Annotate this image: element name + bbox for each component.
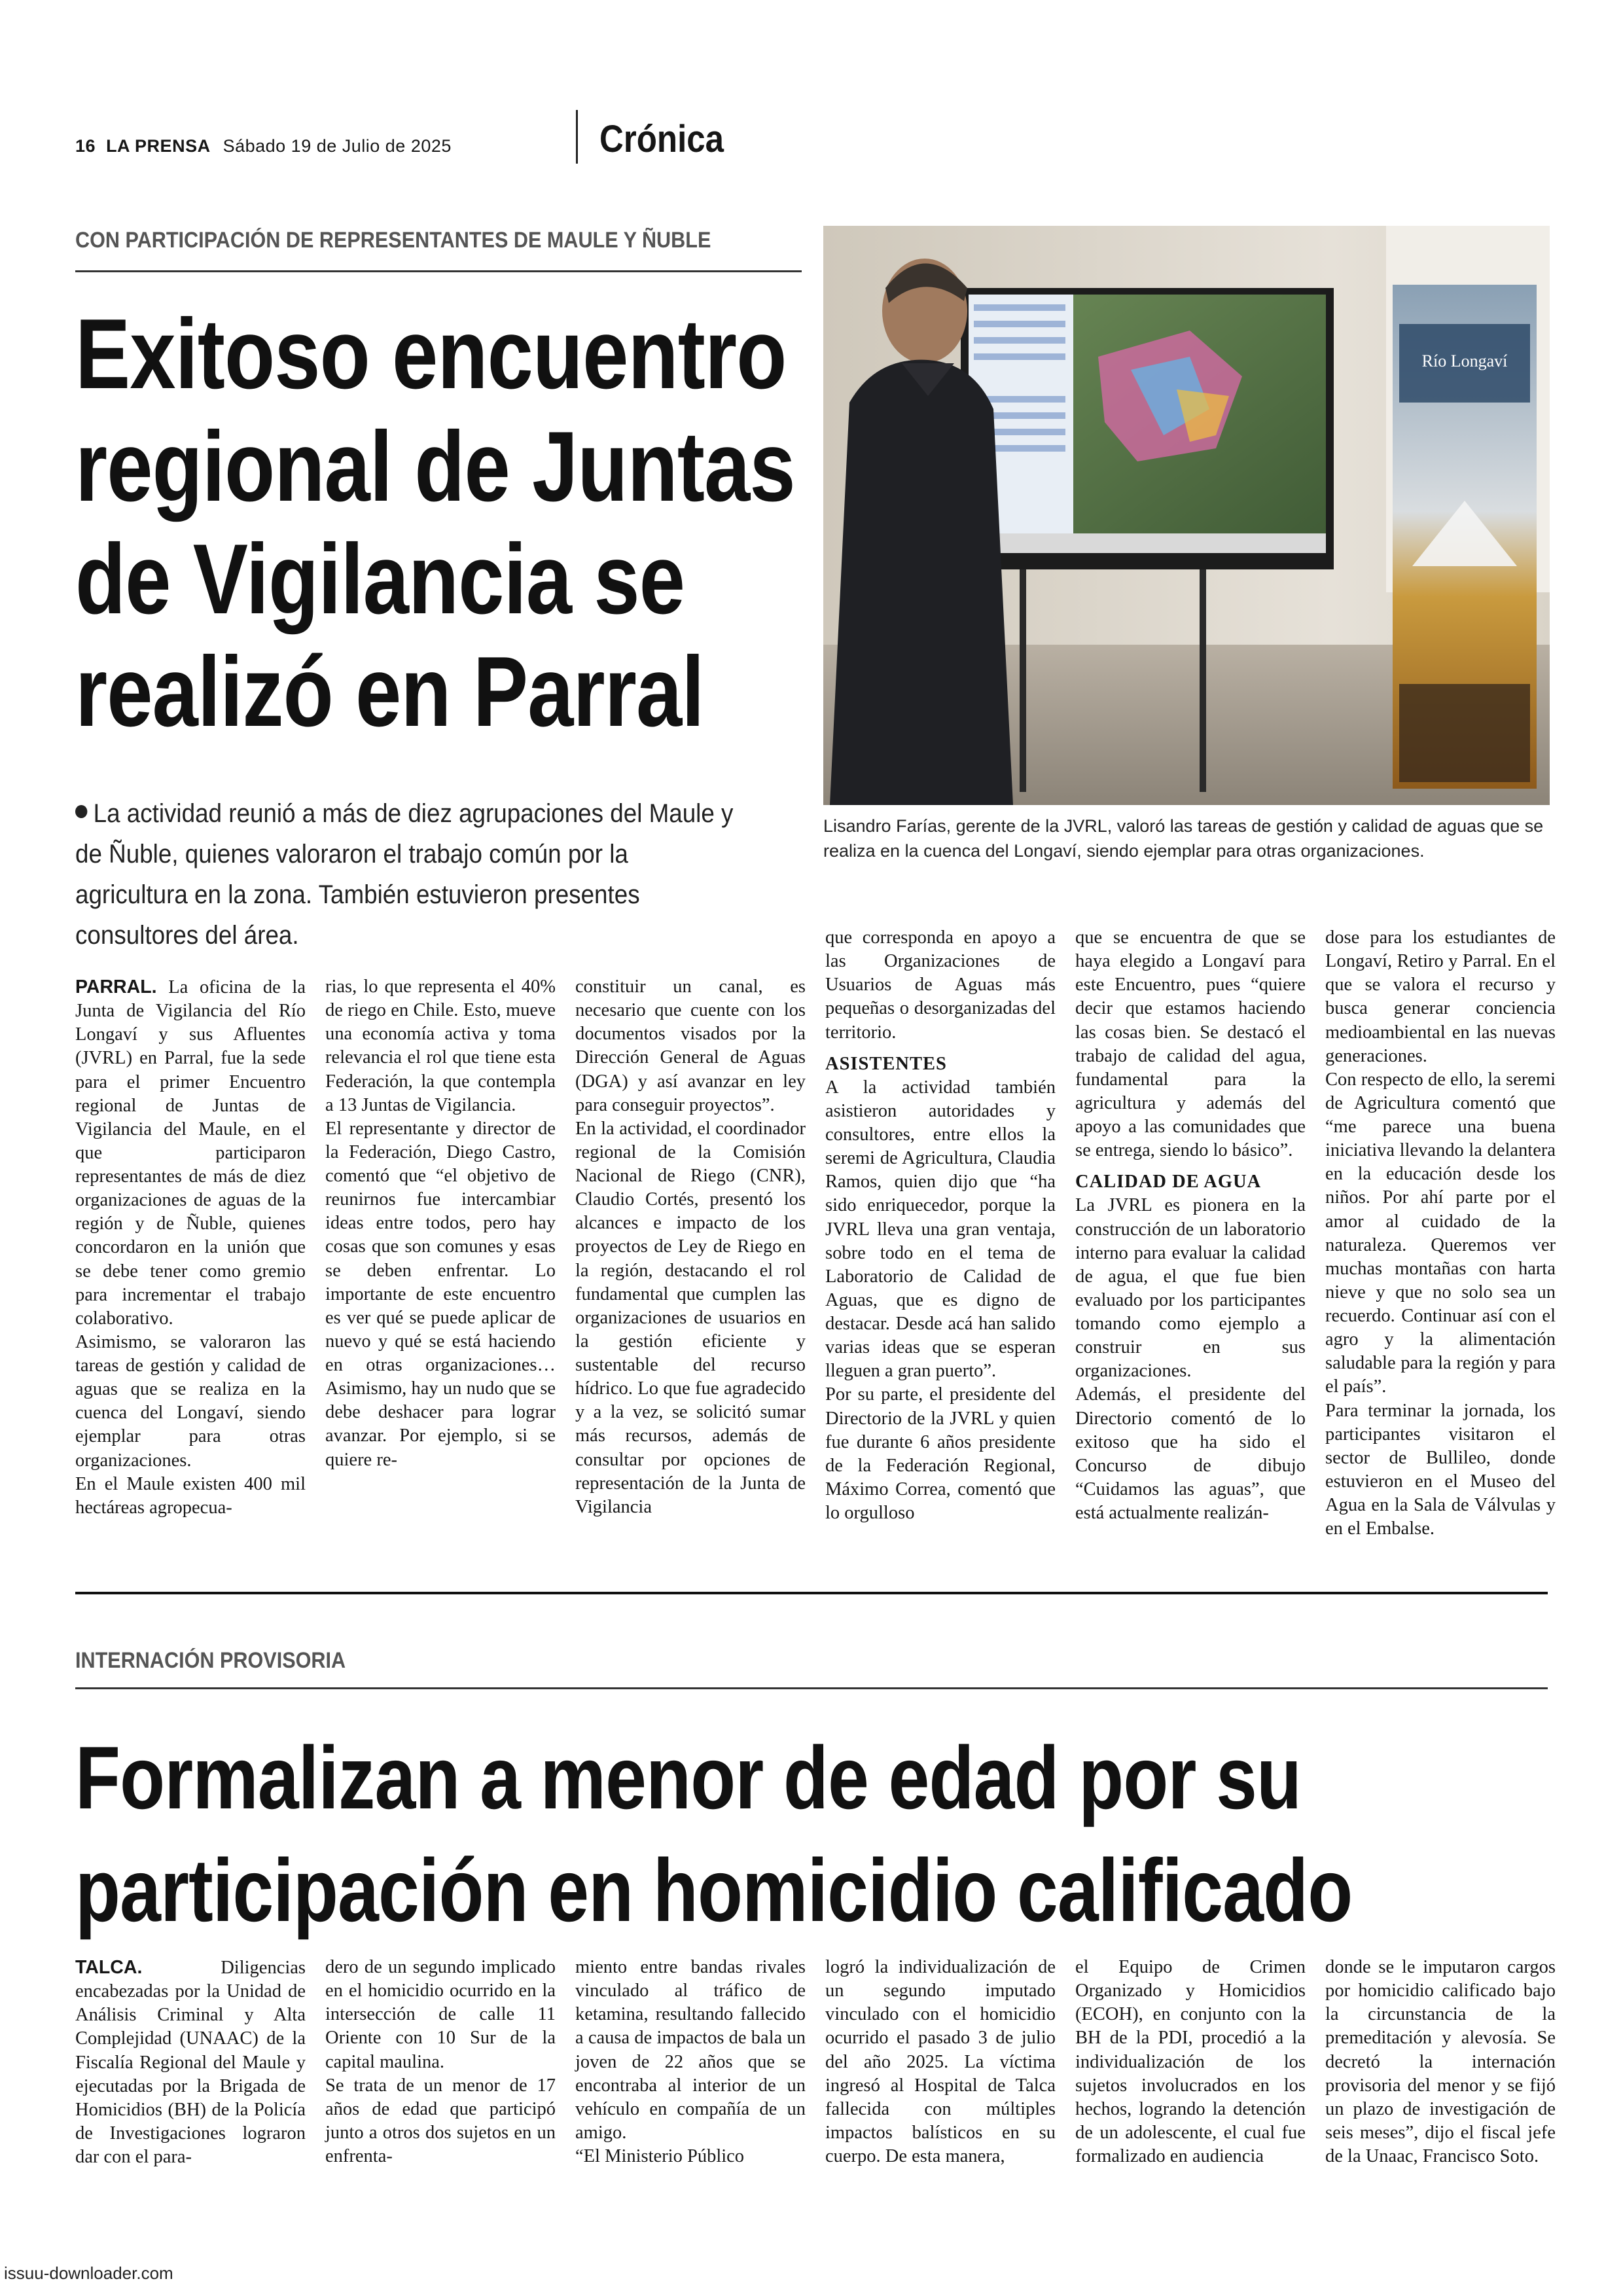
paragraph: A la actividad también asistieron autoridades y consultores, entre ellos la seremi de Agricultura, Claudia Ramos, quien dijo que “ha sido enriquecedor, porque la JVRL lleva una gran ventaja, sobre todo en el tema de Laboratorio de Calidad de Aguas, que es digno de destacar. Desde acá han salido varias ideas que se esperan lleguen a gran puerto”. — [825, 1077, 1056, 1382]
paragraph: La oficina de la Junta de Vigilancia del Río Longaví y sus Afluentes (JVRL) en Parral, fue la sede para el primer Encuentro regional de Juntas de Vigilancia del Maule, en el que participaron representantes de más de diez organizaciones de aguas de la región y de Ñuble, quienes concordaron en la unión que se debe tener como gremio para incrementar el trabajo colaborativo. — [75, 977, 306, 1329]
article2-column-6 — [1325, 1956, 1556, 2168]
issue-date: Sábado 19 de Julio de 2025 — [223, 136, 452, 156]
headline-line: realizó en Parral — [75, 636, 704, 747]
article2-column-5 — [1075, 1956, 1306, 2168]
paragraph: Por su parte, el presidente del Directorio de la JVRL y quien fue durante 6 años presidente de la Federación Regional, Máximo Correa, comentó que lo orgulloso — [825, 1384, 1056, 1523]
article2-kicker: INTERNACIÓN PROVISORIA — [75, 1648, 346, 1673]
article-divider — [75, 1592, 1548, 1594]
paragraph: Se trata de un menor de 17 años de edad que participó junto a otros dos sujetos en un enfrenta- — [325, 2075, 556, 2166]
headline-line: Exitoso encuentro — [75, 298, 787, 410]
summary-text: La actividad reunió a más de diez agrupaciones del Maule y de Ñuble, quienes valoraron el trabajo común por la agricultura en la zona. También estuvieron presentes consultores del área. — [75, 799, 734, 950]
article1-summary — [75, 793, 743, 956]
article2-headline — [75, 1721, 1352, 1946]
paragraph: Además, el presidente del Directorio comentó de lo exitoso que ha sido el Concurso de dibujo “Cuidamos las aguas”, que está actualmente realizán- — [1075, 1384, 1306, 1523]
dateline: TALCA. — [75, 1957, 143, 1978]
article1-column-1 — [75, 975, 306, 1520]
paragraph: logró la individualización de un segundo imputado vinculado con el homicidio ocurrido el pasado 3 de julio del año 2025. La víctima ingresó al Hospital de Talca fallecida con múltiples impactos balísticos en su cuerpo. De esta manera, — [825, 1957, 1056, 2166]
paragraph: El representante y director de la Federación, Diego Castro, comentó que “el objetivo de reunirnos fue intercambiar ideas entre todos, pero hay cosas que son comunes y esas se deben enfrentar. Lo importante de este encuentro es ver qué se puede aplicar de nuevo y qué se está haciendo en otras organizaciones… Asimismo, hay un nudo que se debe deshacer para lograr avanzar. Por ejemplo, si se quiere re- — [325, 1118, 556, 1470]
paragraph: Con respecto de ello, la seremi de Agricultura comentó que “me parece una buena iniciativa llevando la delantera en la educación desde los niños. Por ahí parte por el amor al cuidado de la naturaleza. Queremos ver muchas montañas con harta nieve y que no solo sea un recuerdo. Continuar así con el agro y la alimentación saludable para la región y para el país”. — [1325, 1069, 1556, 1397]
article2-column-3 — [575, 1956, 806, 2168]
page-header — [75, 137, 452, 155]
article1-kicker-rule — [75, 270, 802, 272]
paragraph: Para terminar la jornada, los participantes visitaron el sector de Bullileo, donde estuvieron en el Museo del Agua en la Sala de Válvulas y en el Embalse. — [1325, 1400, 1556, 1539]
photo-illustration — [823, 226, 1550, 805]
article2-kicker-rule — [75, 1687, 1548, 1689]
article1-column-4 — [825, 926, 1056, 1525]
photo-caption: Lisandro Farías, gerente de la JVRL, valoró las tareas de gestión y calidad de aguas que se realiza en la cuenca del Longaví, siendo ejemplar para otras organizaciones. — [823, 816, 1544, 861]
article1-column-3 — [575, 975, 806, 1519]
watermark: issuu-downloader.com — [4, 2263, 173, 2283]
paragraph: “El Ministerio Público — [575, 2146, 745, 2166]
subheading: CALIDAD DE AGUA — [1075, 1172, 1262, 1193]
page-number: 16 — [75, 136, 96, 156]
paragraph: La JVRL es pionera en la construcción de un laboratorio interno para evaluar la calidad de agua, el que fue bien evaluado por los participantes tomando como ejemplo a construir en sus organizaciones. — [1075, 1195, 1306, 1382]
paragraph: dose para los estudiantes de Longaví, Retiro y Parral. En el que se valora el recurso y busca generar conciencia medioambiental en las nuevas generaciones. — [1325, 927, 1556, 1066]
headline-line: participación en homicidio calificado — [75, 1840, 1353, 1940]
article1-column-6 — [1325, 926, 1556, 1541]
paragraph: Asimismo, se valoraron las tareas de gestión y calidad de aguas que se realiza en la cuenca del Longaví, siendo ejemplar para otras organizaciones. — [75, 1331, 306, 1471]
paragraph: donde se le imputaron cargos por homicidio calificado bajo la circunstancia de la premeditación y alevosía. Se decretó la internación provisoria del menor y se fijó un plazo de investigación de seis meses”, dijo el fiscal jefe de la Unaac, Francisco Soto. — [1325, 1957, 1556, 2166]
headline-line: Formalizan a menor de edad por su — [75, 1728, 1302, 1827]
subheading: ASISTENTES — [825, 1053, 947, 1074]
dateline: PARRAL. — [75, 977, 157, 997]
photo-banner-text: Río Longaví — [1421, 351, 1508, 370]
paragraph: dero de un segundo implicado en el homicidio ocurrido en la intersección de calle 11 Oriente con 10 Sur de la capital maulina. — [325, 1957, 556, 2072]
paragraph: En el Maule existen 400 mil hectáreas agropecua- — [75, 1473, 306, 1518]
article1-kicker: CON PARTICIPACIÓN DE REPRESENTANTES DE MAULE Y ÑUBLE — [75, 228, 711, 253]
article2-column-1 — [75, 1956, 306, 2169]
article2-column-2 — [325, 1956, 556, 2168]
headline-line: regional de Juntas — [75, 411, 795, 522]
paragraph: que se encuentra de que se haya elegido a Longaví para este Encuentro, pues “quiere decir que estamos haciendo las cosas bien. Se destacó el trabajo de calidad del agua, fundamental para la agricultura y además del apoyo a las comunidades que se entrega, siendo lo básico”. — [1075, 927, 1306, 1161]
bullet-icon — [75, 805, 87, 818]
paragraph: Diligencias encabezadas por la Unidad de Análisis Criminal y Alta Complejidad (UNAAC) de la Fiscalía Regional del Maule y ejecutadas por la Brigada de Homicidios (BH) de la Policía de Investigaciones lograron dar con el para- — [75, 1958, 306, 2167]
article2-column-4 — [825, 1956, 1056, 2168]
paragraph: constituir un canal, es necesario que cuente con los documentos visados por la Dirección General de Aguas (DGA) y así avanzar en ley para conseguir proyectos”. — [575, 977, 806, 1115]
article1-headline — [75, 298, 795, 748]
paragraph: miento entre bandas rivales vinculado al tráfico de ketamina, resultando fallecido a causa de impactos de bala un joven de 22 años que se encontraba al interior de un vehículo en compañía de un amigo. — [575, 1957, 806, 2143]
header-divider — [576, 110, 578, 164]
section-title: Crónica — [599, 118, 724, 160]
paragraph: que corresponda en apoyo a las Organizaciones de Usuarios de Aguas más pequeñas o desorganizadas del territorio. — [825, 927, 1056, 1043]
headline-line: de Vigilancia se — [75, 524, 685, 635]
article1-column-2 — [325, 975, 556, 1472]
paragraph: rias, lo que representa el 40% de riego en Chile. Esto, mueve una economía activa y toma relevancia el rol que tiene esta Federación, la que contempla a 13 Juntas de Vigilancia. — [325, 977, 556, 1115]
paragraph: el Equipo de Crimen Organizado y Homicidios (ECOH), en conjunto con la BH de la PDI, procedió a la individualización de los sujetos involucrados en los hechos, logrando la detención de un adolescente, el cual fue formalizado en audiencia — [1075, 1957, 1306, 2166]
article1-photo — [823, 226, 1550, 805]
article1-column-5 — [1075, 926, 1306, 1525]
paper-name: LA PRENSA — [106, 136, 210, 156]
paragraph: En la actividad, el coordinador regional de la Comisión Nacional de Riego (CNR), Claudio Cortés, presentó los alcances e impacto de los proyectos de Ley de Riego en la región, destacando el rol fundamental que cumplen las organizaciones de usuarios en la gestión eficiente y sustentable del recurso hídrico. Lo que fue agradecido y a la vez, se solicitó sumar más recursos, además de consultar por opciones de representación de la Junta de Vigilancia — [575, 1118, 806, 1517]
